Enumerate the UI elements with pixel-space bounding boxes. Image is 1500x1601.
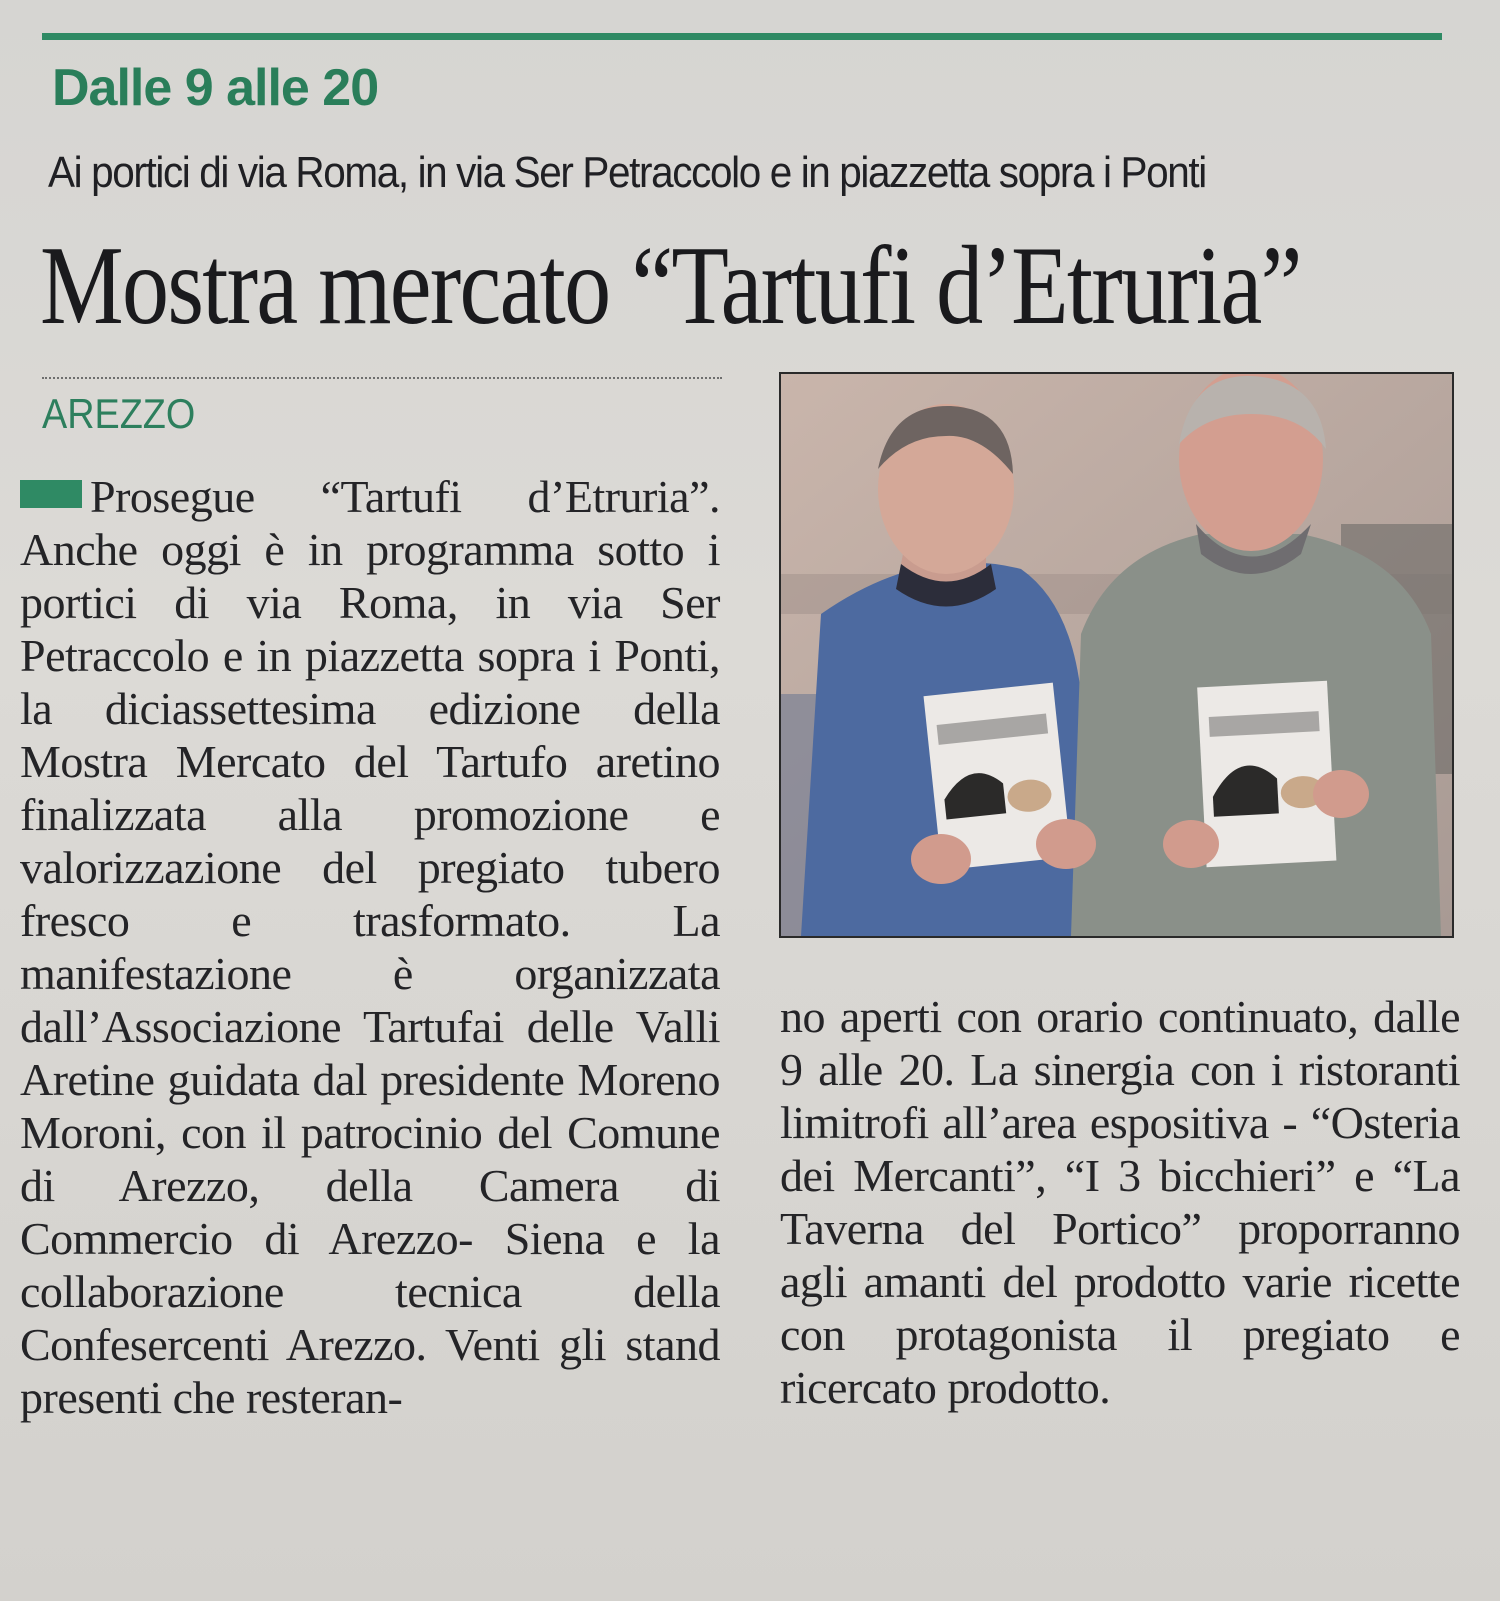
- dotted-rule: [42, 377, 722, 379]
- body-text-right: no aperti con orario continuato, dalle 9 alle 20. La sinergia con i ristoranti limitrofi all’area espositiva - “Osteria dei Mercanti”, “I 3 bicchieri” e “La Taverna del Portico” proporranno agli amanti del prodotto varie ricette con protagonista il pregiato e ricercato prodotto.: [780, 991, 1460, 1413]
- kicker: Dalle 9 alle 20: [52, 59, 379, 117]
- location-label: AREZZO: [42, 390, 196, 437]
- subtitle: Ai portici di via Roma, in via Ser Petraccolo e in piazzetta sopra i Ponti: [48, 148, 1206, 197]
- headline: Mostra mercato “Tartufi d’Etruria”: [40, 224, 1301, 348]
- photo-illustration: [781, 374, 1452, 936]
- body-column-right: [780, 990, 1460, 1414]
- body-column-left: [20, 470, 720, 1424]
- top-rule: [42, 33, 1442, 40]
- article-photo: [779, 372, 1454, 938]
- body-text-left: Prosegue “Tartufi d’Etruria”. Anche oggi è in programma sotto i portici di via Roma, in via Ser Petraccolo e in piazzetta sopra i Ponti, la diciassettesima edizione della Mostra Mercato del Tartufo aretino finalizzata alla promozione e valorizzazione del pregiato tubero fresco e trasformato. La manifestazione è organizzata dall’Associazione Tartufai delle Valli Aretine guidata dal presidente Moreno Moroni, con il patrocinio del Comune di Arezzo, della Camera di Commercio di Arezzo- Siena e la collaborazione tecnica della Confesercenti Arezzo. Venti gli stand presenti che resteran-: [20, 471, 720, 1423]
- paragraph-marker: [20, 480, 82, 508]
